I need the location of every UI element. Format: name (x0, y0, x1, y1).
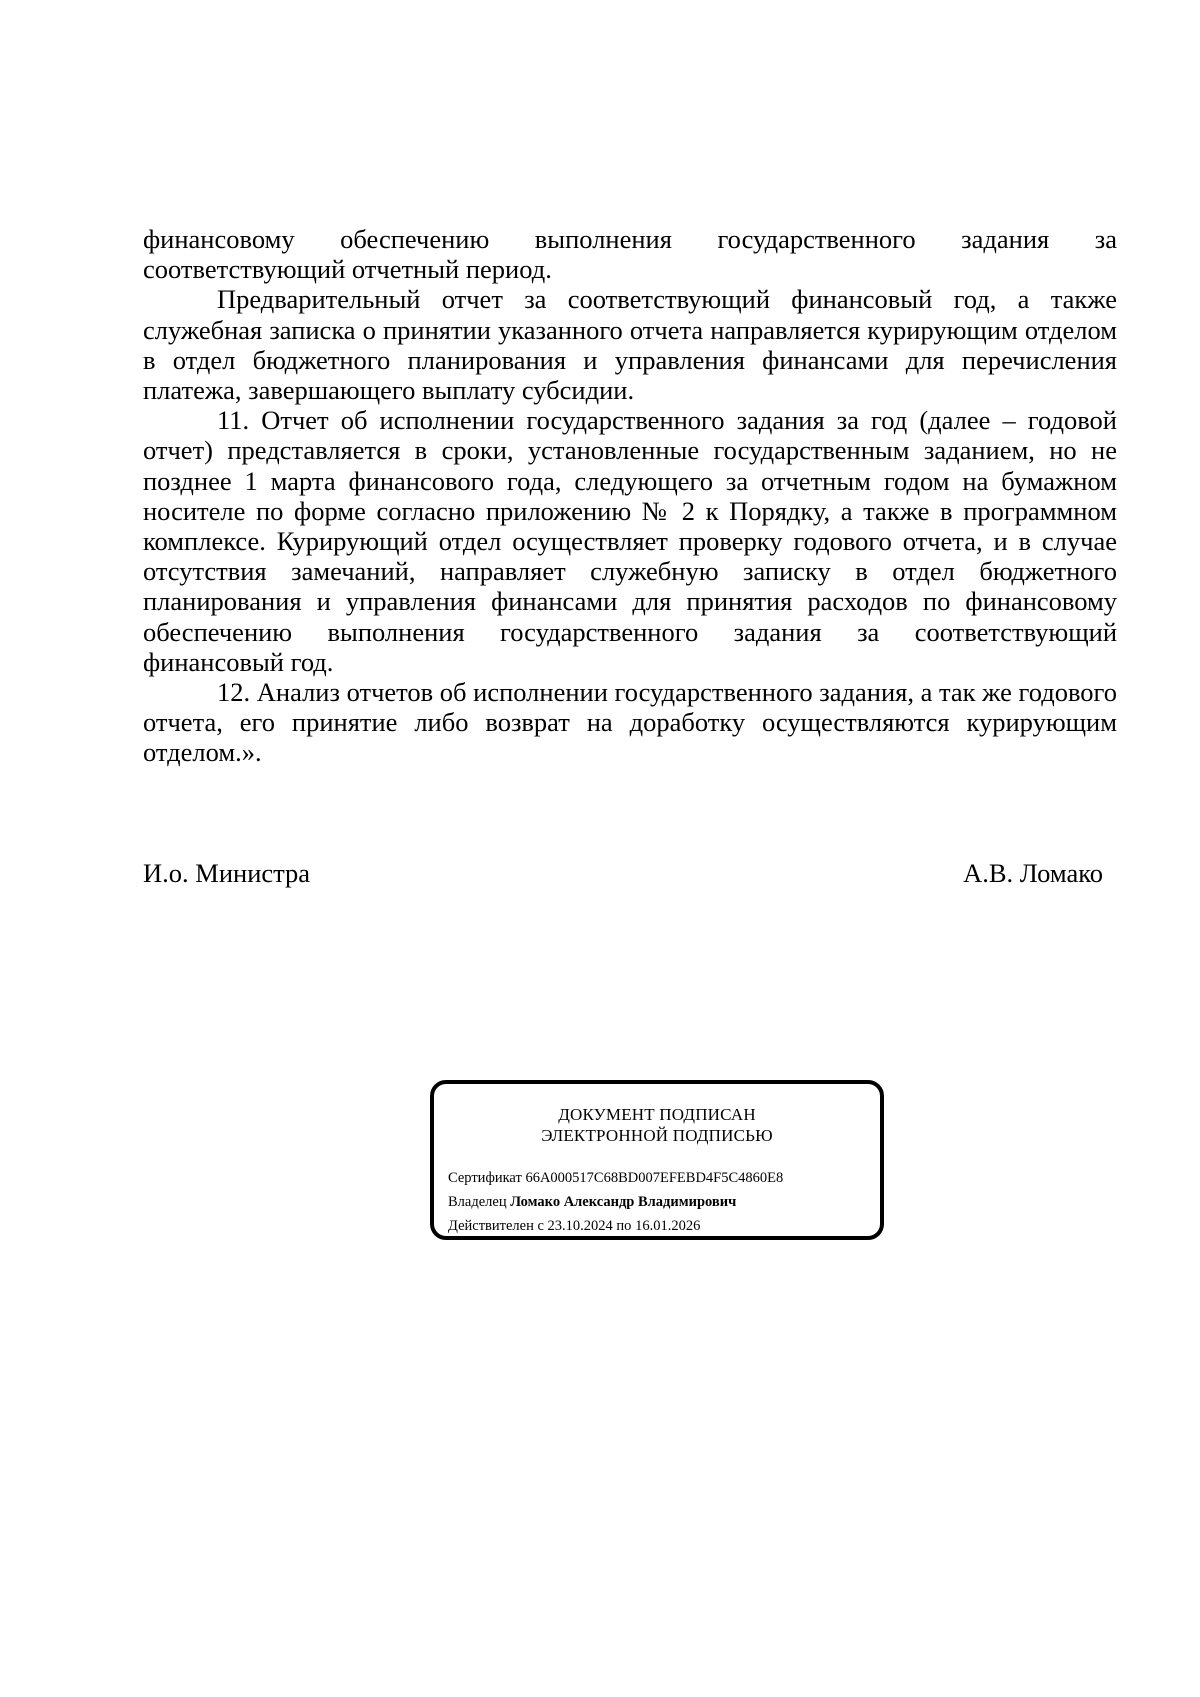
stamp-owner-label: Владелец (448, 1194, 507, 1210)
stamp-certificate-value: 66A000517C68BD007EFEBD4F5C4860E8 (525, 1170, 784, 1186)
stamp-title (434, 1104, 880, 1146)
signatory-role: И.о. Министра (143, 858, 311, 888)
stamp-valid-label: Действителен (448, 1218, 534, 1234)
paragraph-continuation: финансовому обеспечению выполнения государственного задания за соответствующий отчетный период. (143, 224, 1117, 285)
paragraph-item-12: 12. Анализ отчетов об исполнении государственного задания, а так же годового отчета, его принятие либо возврат на доработку осуществляются курирующим отделом.». (143, 677, 1117, 768)
stamp-valid-to: 16.01.2026 (635, 1218, 701, 1234)
stamp-certificate-label: Сертификат (448, 1170, 522, 1186)
stamp-owner-value: Ломако Александр Владимирович (510, 1194, 737, 1210)
electronic-signature-stamp (430, 1080, 884, 1240)
stamp-title-line-2: ЭЛЕКТРОННОЙ ПОДПИСЬЮ (541, 1126, 773, 1145)
paragraph-preliminary-report: Предварительный отчет за соответствующий финансовый год, а также служебная записка о принятии указанного отчета направляется курирующим отделом в отдел бюджетного планирования и управления финансами для перечисления платежа, завершающего выплату субсидии. (143, 284, 1117, 406)
document-body (143, 224, 1117, 768)
stamp-certificate-row (448, 1166, 783, 1190)
paragraph-item-11: 11. Отчет об исполнении государственного задания за год (далее – годовой отчет) представляется в сроки, установленные государственным заданием, но не позднее 1 марта финансового года, следующего за отчетным годом на бумажном носителе по форме согласно приложению № 2 к Порядку, а также в программном комплексе. Курирующий отдел осуществляет проверку годового отчета, и в случае отсутствия замечаний, направляет служебную записку в отдел бюджетного планирования и управления финансами для принятия расходов по финансовому обеспечению выполнения государственного задания за соответствующий финансовый год. (143, 405, 1117, 677)
signatory-name: А.В. Ломако (963, 858, 1103, 888)
stamp-validity-row (448, 1214, 783, 1238)
stamp-valid-to-prefix: по (616, 1218, 632, 1234)
stamp-details (448, 1166, 783, 1238)
stamp-valid-from-prefix: с (537, 1218, 544, 1234)
stamp-valid-from: 23.10.2024 (547, 1218, 613, 1234)
stamp-title-line-1: ДОКУМЕНТ ПОДПИСАН (558, 1105, 756, 1124)
stamp-owner-row (448, 1190, 783, 1214)
